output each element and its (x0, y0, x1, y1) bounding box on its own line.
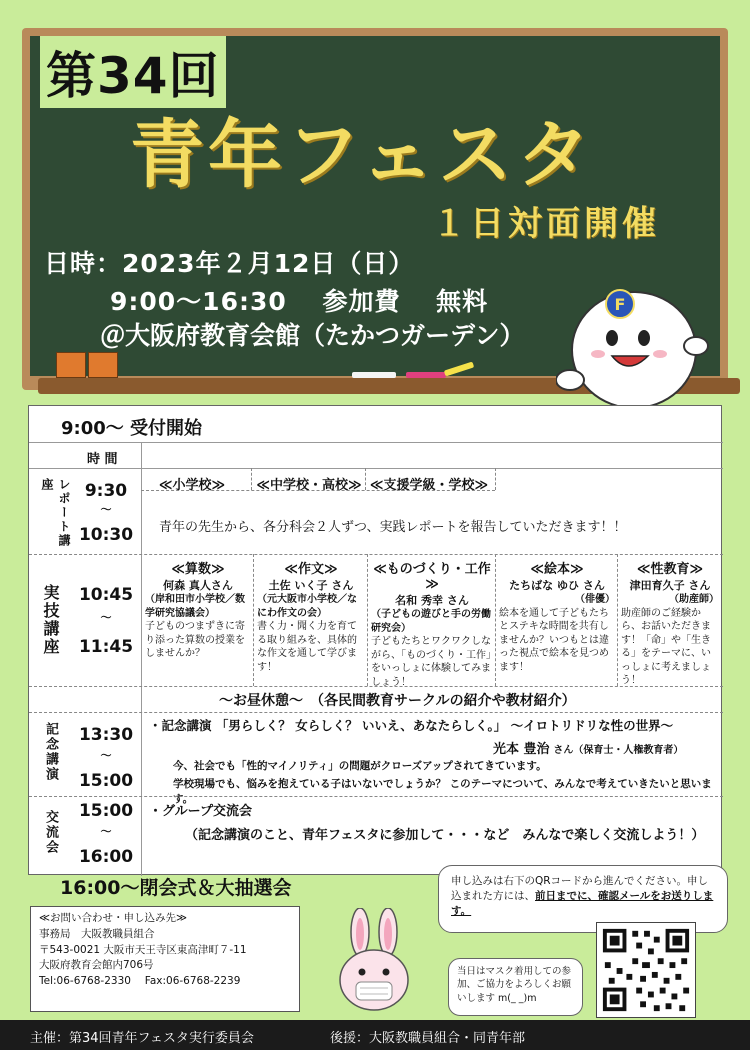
session-writing (257, 558, 365, 674)
session-picturebook-lecturer: たちばな ゆひ さん (509, 579, 605, 592)
session-writing-desc: 書く力・聞く力を育てる取り組みを、具体的な作文を通して学びます！ (257, 621, 357, 673)
report-category-secondary: ≪中学校・高校≫ (256, 478, 362, 493)
apply-note-text: 申し込みは右下のQRコードから進んでください。申し込まれた方には、 (451, 875, 709, 903)
lecture-desc-1: 今、社会でも「性的マイノリティ」の問題がクローズアップされてきています。 (173, 760, 547, 772)
practical-end: 11:45 (78, 637, 134, 657)
event-venue: ＠大阪府教育会館（たかつガーデン） (100, 321, 525, 350)
practical-label: 実技講座 (41, 584, 60, 656)
session-sexed (621, 558, 719, 688)
session-math-title: ≪算数≫ (171, 562, 225, 577)
session-sexed-affiliation: （助産師） (669, 594, 719, 605)
apply-note-emphasis: 前日までに、確認メールをお送りします。 (451, 890, 714, 918)
session-picturebook-desc: 絵本を通して子どもたちとステキな時間を共有しませんか？いつもとは違った視点で絵本を見つめます！ (499, 607, 609, 673)
chalk-white (352, 372, 396, 378)
session-picturebook-title: ≪絵本≫ (530, 562, 584, 577)
session-craft-desc: 子どもたちとワクワクしながら、「ものづくり・工作」をいっしょに体験してみましょう！ (371, 636, 491, 688)
exchange-label: 交流会 (43, 810, 58, 855)
session-craft (371, 558, 493, 689)
contact-office: 事務局 大阪教職員組合 (39, 927, 155, 940)
closing-ceremony: 16:00～閉会式＆大抽選会 (60, 877, 292, 899)
eraser-left (56, 352, 86, 378)
lecture-speaker: 光本 豊治 (493, 742, 550, 757)
exchange-desc: （記念講演のこと、青年フェスタに参加して・・・など みんなで楽しく交流しよう！） (185, 828, 705, 843)
report-label: レポート講座 (40, 478, 71, 548)
bunny-mask-illustration (330, 908, 420, 1018)
session-sexed-title: ≪性教育≫ (636, 562, 704, 577)
event-time-fee: 9:00～16:30 参加費 無料 (110, 287, 489, 316)
session-math-lecturer: 何森 真人さん (163, 579, 233, 592)
footer-organizer: 主催：第34回青年フェスタ実行委員会 (30, 1031, 254, 1046)
contact-phone-fax: Tel:06-6768-2330 Fax:06-6768-2239 (39, 975, 241, 987)
report-tilde: 〜 (100, 503, 112, 516)
lecture-heading: ・記念講演 「男らしく？ 女らしく？ いいえ、あなたらしく。」 ～イロトリドリな性の世界～ (149, 718, 674, 733)
chalk-pink (406, 372, 446, 378)
lecture-speaker-suffix: さん（保育士・人権教育者） (553, 745, 684, 756)
lunch-break: ～お昼休憩～ （各民間教育サークルの紹介や教材紹介） (219, 693, 576, 709)
session-picturebook (499, 558, 615, 674)
session-writing-lecturer: 土佐 いく子 さん (268, 579, 354, 592)
lecture-label: 記念講演 (43, 722, 58, 782)
mascot-illustration (556, 272, 716, 422)
session-math-desc: 子どものつまずきに寄り添った算数の授業をしませんか？ (145, 621, 245, 659)
contact-address-2: 大阪府教育会館内706号 (39, 959, 154, 972)
session-craft-lecturer: 名和 秀幸 さん (395, 594, 469, 607)
exchange-end: 16:00 (78, 847, 134, 867)
reception-line: 9:00～ 受付開始 (61, 418, 203, 439)
report-start: 9:30 (84, 481, 128, 501)
eraser-right (88, 352, 118, 378)
contact-box (30, 906, 300, 1012)
lecture-tilde: 〜 (100, 749, 112, 762)
contact-address-1: 〒543-0021 大阪市天王寺区東高津町７-11 (39, 943, 247, 956)
event-date: 日時：2023年２月12日（日） (44, 249, 415, 278)
mascot-badge-letter: F (614, 295, 626, 314)
session-sexed-lecturer: 津田育久子 さん (629, 579, 711, 592)
practical-tilde: 〜 (100, 611, 112, 624)
footer-bar (0, 1020, 750, 1050)
session-craft-affiliation: （子どもの遊びと手の労働研究会） (371, 609, 491, 634)
time-column-header: 時 間 (87, 452, 118, 467)
report-category-special: ≪支援学級・学校≫ (369, 478, 489, 493)
qr-code[interactable] (596, 922, 696, 1018)
session-math (145, 558, 251, 661)
report-description: 青年の先生から、各分科会２人ずつ、実践レポートを報告していただきます！！ (159, 520, 627, 535)
session-craft-title: ≪ものづくり・工作≫ (373, 562, 491, 592)
report-end: 10:30 (78, 525, 134, 545)
edition-label: 第34回 (40, 36, 226, 108)
lecture-end: 15:00 (78, 771, 134, 791)
exchange-start: 15:00 (78, 801, 134, 821)
mask-note-text: 当日はマスク着用しての参加、ご協力をよろしくお願いします m(_ _)m (457, 966, 572, 1004)
session-writing-affiliation: （元大阪市小学校／なにわ作文の会） (257, 594, 357, 619)
lecture-desc-2: 学校現場でも、悩みを抱えている子はいないでしょうか？ このテーマについて、みんなで考えていきたいと思います。 (173, 778, 712, 805)
contact-heading: ≪お問い合わせ・申し込み先≫ (39, 912, 187, 924)
event-title: 青年フェスタ (130, 112, 595, 198)
session-sexed-desc: 助産師のご経験から、お話いただきます！「命」や「生きる」をテーマに、いっしょに考えましょう！ (621, 607, 711, 686)
session-math-affiliation: （岸和田市小学校／数学研究協議会） (145, 594, 245, 619)
session-picturebook-affiliation: （俳優） (575, 594, 615, 605)
event-subtitle: １日対面開催 (432, 204, 660, 244)
exchange-heading: ・グループ交流会 (149, 804, 252, 819)
exchange-tilde: 〜 (100, 825, 112, 838)
lecture-speaker-line (493, 738, 683, 757)
session-writing-title: ≪作文≫ (284, 562, 338, 577)
practical-start: 10:45 (78, 585, 134, 605)
schedule-table (28, 405, 722, 875)
lecture-start: 13:30 (78, 725, 134, 745)
footer-support: 後援：大阪教職員組合・同青年部 (330, 1031, 526, 1046)
report-category-elementary: ≪小学校≫ (158, 478, 226, 493)
mask-note-bubble (448, 958, 583, 1016)
